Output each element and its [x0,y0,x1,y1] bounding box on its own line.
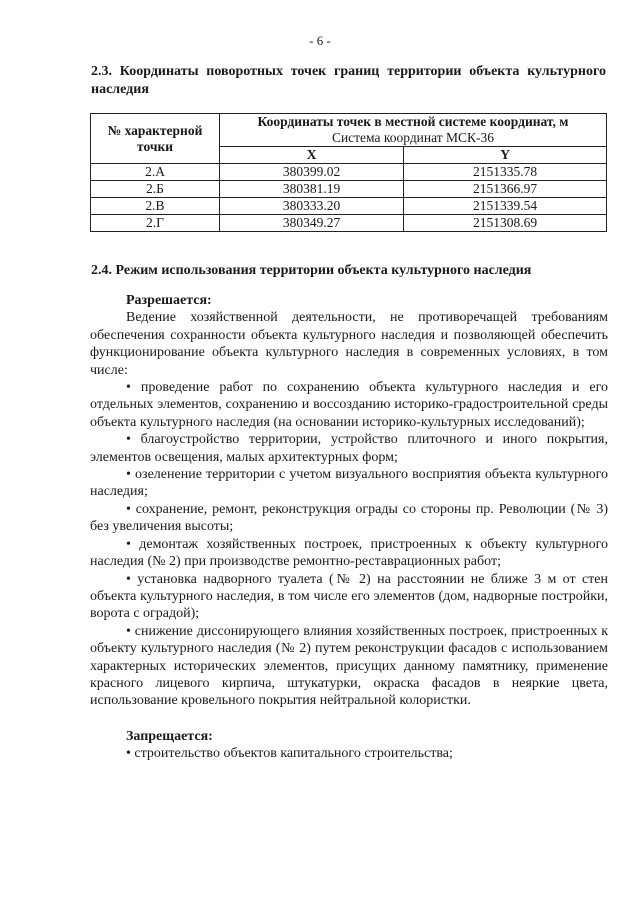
cell-point: 2.А [91,164,220,181]
allowed-intro: Ведение хозяйственной деятельности, не противоречащей требованиям обеспечения сохранности объекта культурного наследия и позволяющей обеспечить функционирование объекта культурного наследия в современных условиях, в том числе: [90,310,608,378]
cell-y: 2151366.97 [404,181,607,198]
page-number: - 6 - [309,33,331,48]
cell-x: 380333.20 [220,198,404,215]
header-point-number: № характерной точки [91,114,220,164]
cell-x: 380381.19 [220,181,404,198]
cell-y: 2151308.69 [404,215,607,232]
list-item: • установка надворного туалета (№ 2) на расстоянии не ближе 3 м от стен объекта культурного наследия, в том числе его элементов (дом, надворные постройки, ворота с оградой); [90,571,608,622]
list-item: • строительство объектов капитального строительства; [126,746,453,762]
cell-y: 2151335.78 [404,164,607,181]
forbidden-heading: Запрещается: [126,728,213,744]
table-row [91,181,607,198]
list-item: • демонтаж хозяйственных построек, пристроенных к объекту культурного наследия (№ 2) при производстве ремонтно-реставрационных работ; [90,536,608,570]
cell-point: 2.Г [91,215,220,232]
table-row [91,215,607,232]
list-item: • проведение работ по сохранению объекта культурного наследия и его отдельных элементов, сохранению и воссозданию историко-градостроительной среды объекта культурного наследия (на основании историко-культурных исследований); [90,380,608,430]
section-heading-2-3: 2.3. Координаты поворотных точек границ территории объекта культурного наследия [91,64,606,97]
cell-point: 2.В [91,198,220,215]
usage-regime-text [90,292,608,763]
allowed-heading: Разрешается: [126,293,212,308]
table-row [91,198,607,215]
coordinates-table [90,113,607,232]
list-item: • озеленение территории с учетом визуального восприятия объекта культурного наследия; [90,467,608,500]
list-item: • снижение диссонирующего влияния хозяйственных построек, пристроенных к объекту культурного наследия (№ 2) путем реконструкции фасадов с использованием характерных исторических элементов, присущих данному памятнику, применение красного лицевого кирпича, штукатурки, окраска фасадов в неяркие цвета, использование кровельного покрытия нейтральной колористки. [90,623,608,709]
table-header-row [91,114,607,147]
list-item: • благоустройство территории, устройство плиточного и иного покрытия, элементов освещения, малых архитектурных форм; [90,432,608,465]
header-coordinate-system: Система координат МСК-36 [331,130,495,145]
cell-x: 380399.02 [220,164,404,181]
cell-point: 2.Б [91,181,220,198]
cell-x: 380349.27 [220,215,404,232]
table-row [91,164,607,181]
header-x: X [220,147,404,164]
header-coordinates [220,114,607,147]
cell-y: 2151339.54 [404,198,607,215]
header-coordinates-title: Координаты точек в местной системе координат, м [257,114,569,129]
header-y: Y [404,147,607,164]
list-item: • сохранение, ремонт, реконструкция ограды со стороны пр. Революции (№ 3) без увеличения высоты; [90,501,608,535]
section-heading-2-4: 2.4. Режим использования территории объекта культурного наследия [91,263,532,278]
